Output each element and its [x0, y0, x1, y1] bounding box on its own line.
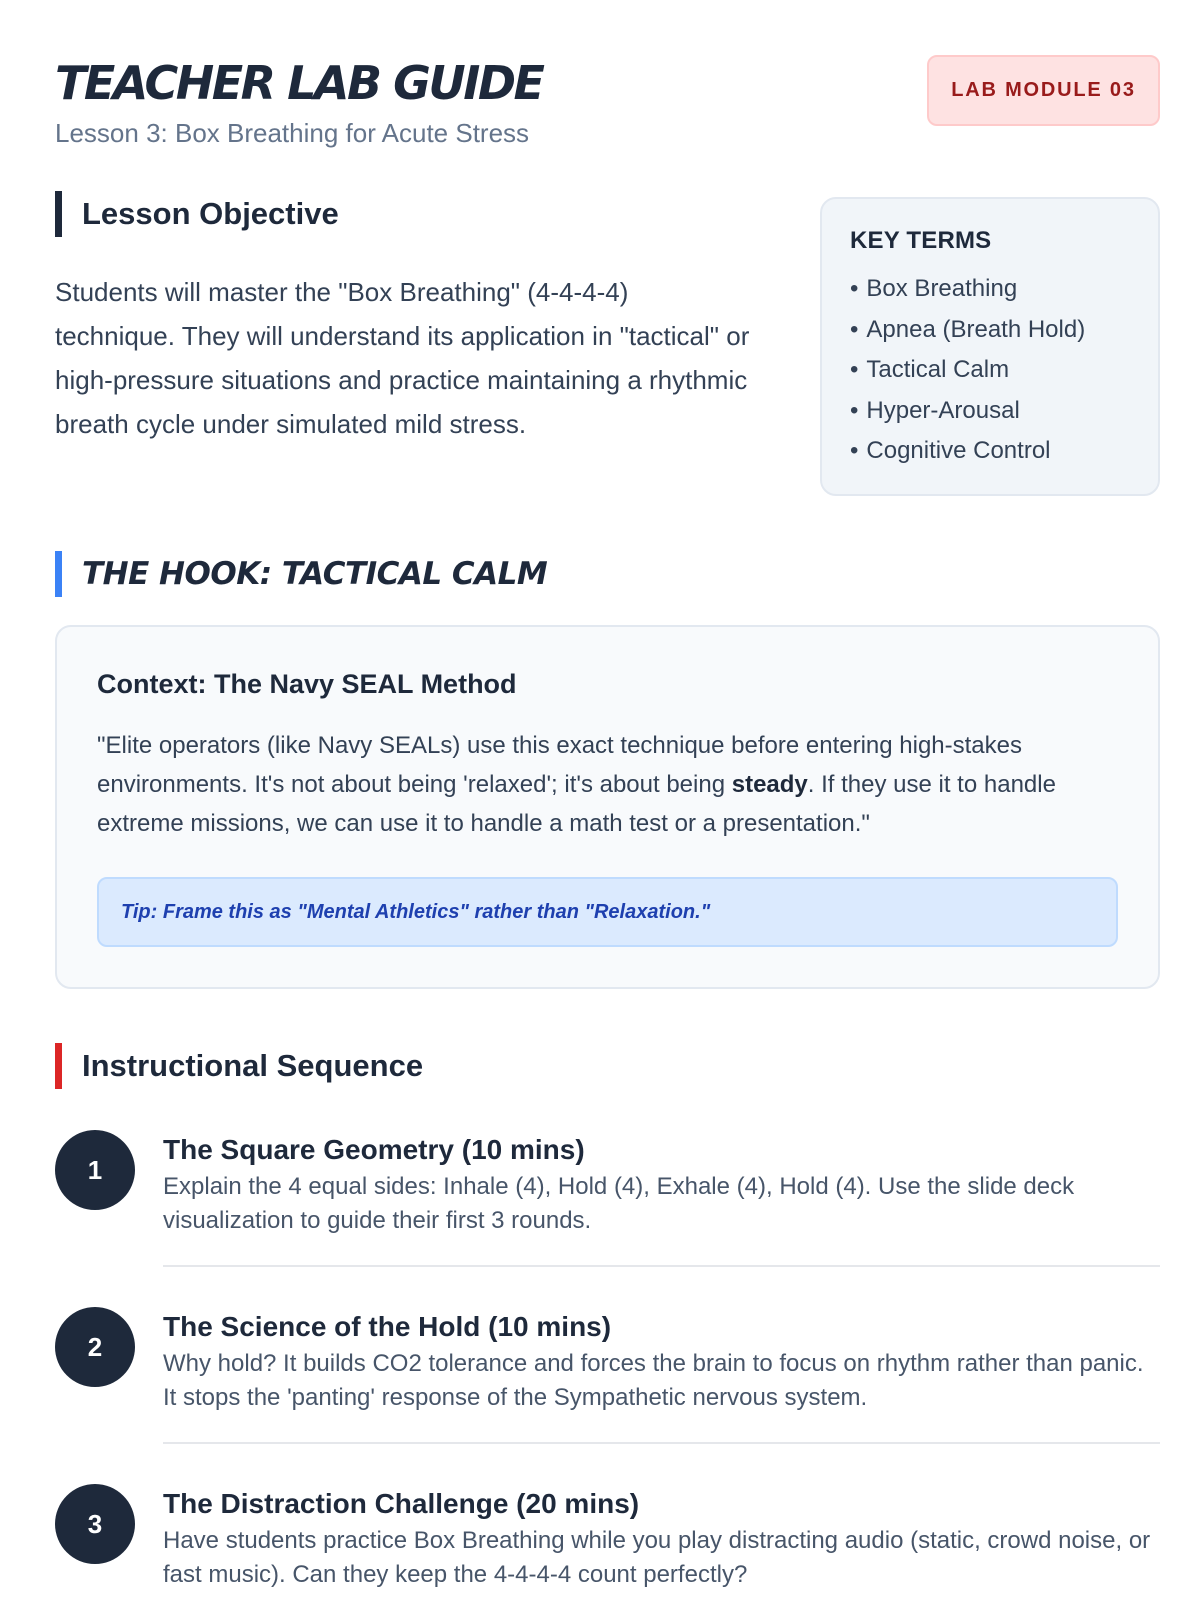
tip-box: Tip: Frame this as "Mental Athletics" rather than "Relaxation.": [97, 877, 1118, 947]
hook-heading-label: THE HOOK: TACTICAL CALM: [82, 556, 548, 592]
sequence-heading: [55, 1043, 423, 1089]
step-description: Explain the 4 equal sides: Inhale (4), Hold (4), Exhale (4), Hold (4). Use the slide deck visualization to guide their first 3 rounds.: [163, 1173, 1075, 1234]
key-terms-box: [820, 197, 1160, 496]
page-title: TEACHER LAB GUIDE: [55, 56, 543, 110]
hook-quote: [97, 726, 1118, 843]
module-badge: LAB MODULE 03: [927, 55, 1160, 126]
key-term-item: • Apnea (Breath Hold): [850, 310, 1130, 351]
step-divider: [163, 1265, 1160, 1267]
key-term-item: • Tactical Calm: [850, 350, 1130, 391]
key-terms-title: KEY TERMS: [850, 227, 992, 254]
sequence-step: [55, 1484, 1160, 1600]
hook-context-title: Context: The Navy SEAL Method: [97, 669, 517, 699]
hook-quote-part2: . If they use it to handle extreme missions, we can use it to handle a math test or a presentation.": [97, 771, 1056, 837]
step-number-badge: 3: [55, 1484, 135, 1564]
step-title: The Science of the Hold (10 mins): [163, 1311, 612, 1342]
step-description: Why hold? It builds CO2 tolerance and forces the brain to focus on rhythm rather than panic. It stops the 'panting' response of the Sympathetic nervous system.: [163, 1350, 1144, 1411]
sequence-step: [55, 1130, 1160, 1280]
sequence-heading-label: Instructional Sequence: [82, 1048, 424, 1083]
key-terms-list: [850, 269, 1130, 472]
step-description: Have students practice Box Breathing while you play distracting audio (static, crowd noise, or fast music). Can they keep the 4-4-4-4 count perfectly?: [163, 1527, 1151, 1588]
key-term-item: • Box Breathing: [850, 269, 1130, 310]
objective-heading-label: Lesson Objective: [82, 196, 339, 231]
key-term-item: • Hyper-Arousal: [850, 391, 1130, 432]
step-title: The Square Geometry (10 mins): [163, 1134, 585, 1165]
step-divider: [163, 1442, 1160, 1444]
step-title: The Distraction Challenge (20 mins): [163, 1488, 640, 1519]
key-term-item: • Cognitive Control: [850, 431, 1130, 472]
objective-heading: [55, 191, 339, 237]
hook-heading: [55, 551, 547, 597]
header: [55, 55, 1160, 155]
step-number-badge: 1: [55, 1130, 135, 1210]
sequence-step: [55, 1307, 1160, 1457]
hook-card: [55, 625, 1160, 989]
lesson-subtitle: Lesson 3: Box Breathing for Acute Stress: [55, 118, 530, 148]
hook-quote-emphasis: steady: [731, 771, 808, 798]
step-number-badge: 2: [55, 1307, 135, 1387]
hook-quote-part1: "Elite operators (like Navy SEALs) use this exact technique before entering high-stakes environments. It's not about being 'relaxed'; it's about being: [97, 732, 1022, 798]
objective-text: Students will master the "Box Breathing" (4-4-4-4) technique. They will understand its application in "tactical" or high-pressure situations and practice maintaining a rhythmic breath cycle under simulated mild stress.: [55, 277, 750, 439]
